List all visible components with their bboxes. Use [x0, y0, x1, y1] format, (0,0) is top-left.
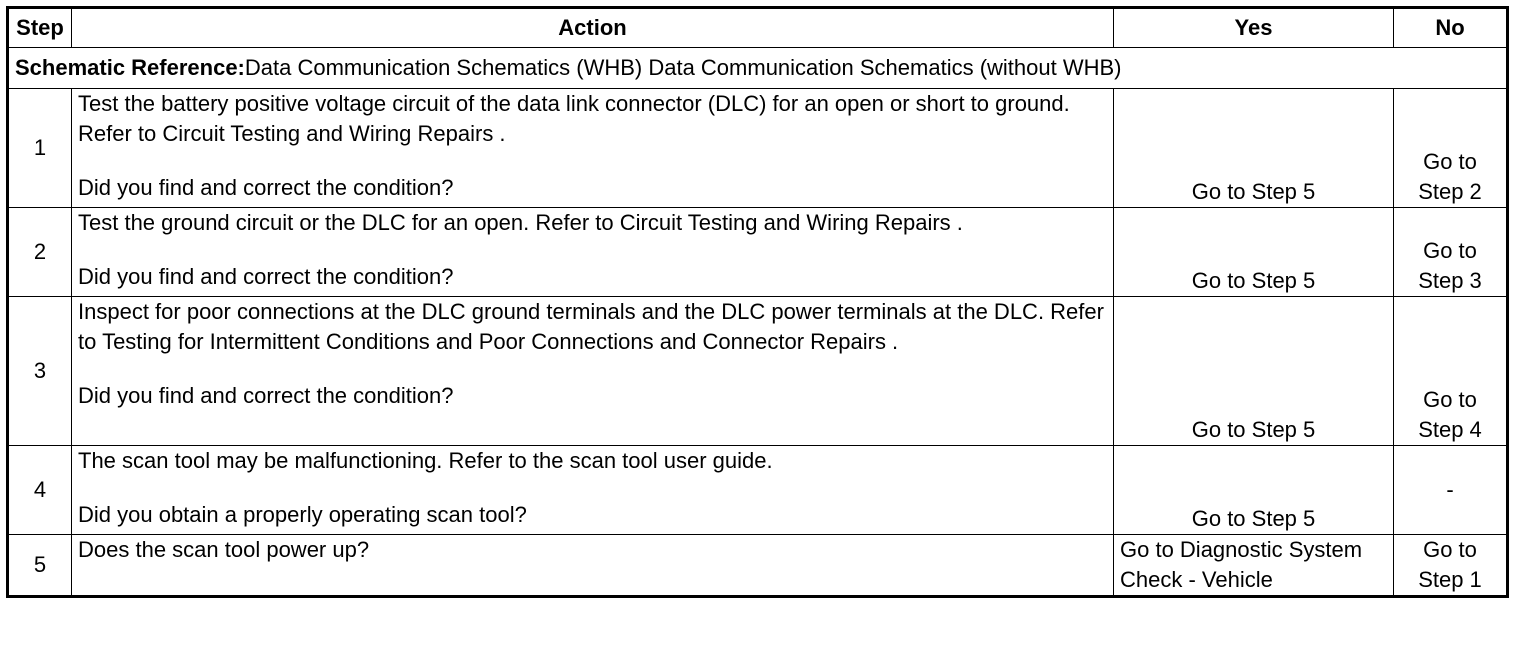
table-row	[8, 297, 1508, 446]
header-step: Step	[8, 8, 72, 48]
header-row	[8, 8, 1508, 48]
action-question: Did you obtain a properly operating scan tool?	[78, 502, 527, 527]
step-number: 2	[8, 208, 72, 297]
action-instruction: Test the battery positive voltage circuit of the data link connector (DLC) for an open or short to ground. Refer to Circuit Testing and Wiring Repairs .	[78, 91, 1070, 146]
no-cell: Go to Step 4	[1394, 297, 1508, 446]
header-yes: Yes	[1114, 8, 1394, 48]
no-cell: Go to Step 2	[1394, 89, 1508, 208]
step-number: 5	[8, 535, 72, 597]
schematic-reference-text: Data Communication Schematics (WHB) Data Communication Schematics (without WHB)	[244, 55, 1122, 80]
no-cell: Go to Step 3	[1394, 208, 1508, 297]
yes-cell: Go to Step 5	[1114, 208, 1394, 297]
table-row	[8, 446, 1508, 535]
step-number: 1	[8, 89, 72, 208]
action-cell	[72, 297, 1114, 446]
schematic-reference	[8, 48, 1508, 89]
step-number: 4	[8, 446, 72, 535]
diagnostic-table	[6, 6, 1509, 598]
no-cell: -	[1394, 446, 1508, 535]
table-row	[8, 208, 1508, 297]
yes-cell: Go to Step 5	[1114, 446, 1394, 535]
action-question: Did you find and correct the condition?	[78, 264, 454, 289]
yes-cell: Go to Step 5	[1114, 297, 1394, 446]
table-row	[8, 89, 1508, 208]
action-question: Did you find and correct the condition?	[78, 175, 454, 200]
action-instruction: Test the ground circuit or the DLC for an open. Refer to Circuit Testing and Wiring Repairs .	[78, 210, 963, 235]
action-cell	[72, 208, 1114, 297]
table-row	[8, 535, 1508, 597]
action-cell	[72, 535, 1114, 597]
schematic-reference-row	[8, 48, 1508, 89]
no-cell: Go to Step 1	[1394, 535, 1508, 597]
header-action: Action	[72, 8, 1114, 48]
step-number: 3	[8, 297, 72, 446]
yes-cell: Go to Step 5	[1114, 89, 1394, 208]
header-no: No	[1394, 8, 1508, 48]
action-instruction: Does the scan tool power up?	[78, 537, 370, 562]
schematic-reference-label: Schematic Reference:	[15, 55, 245, 80]
action-instruction: The scan tool may be malfunctioning. Refer to the scan tool user guide.	[78, 448, 773, 473]
yes-cell: Go to Diagnostic System Check - Vehicle	[1114, 535, 1394, 597]
action-cell	[72, 446, 1114, 535]
action-cell	[72, 89, 1114, 208]
action-instruction: Inspect for poor connections at the DLC ground terminals and the DLC power terminals at the DLC. Refer to Testing for Intermittent Conditions and Poor Connections and Connector Repairs .	[78, 299, 1104, 354]
action-question: Did you find and correct the condition?	[78, 383, 454, 408]
